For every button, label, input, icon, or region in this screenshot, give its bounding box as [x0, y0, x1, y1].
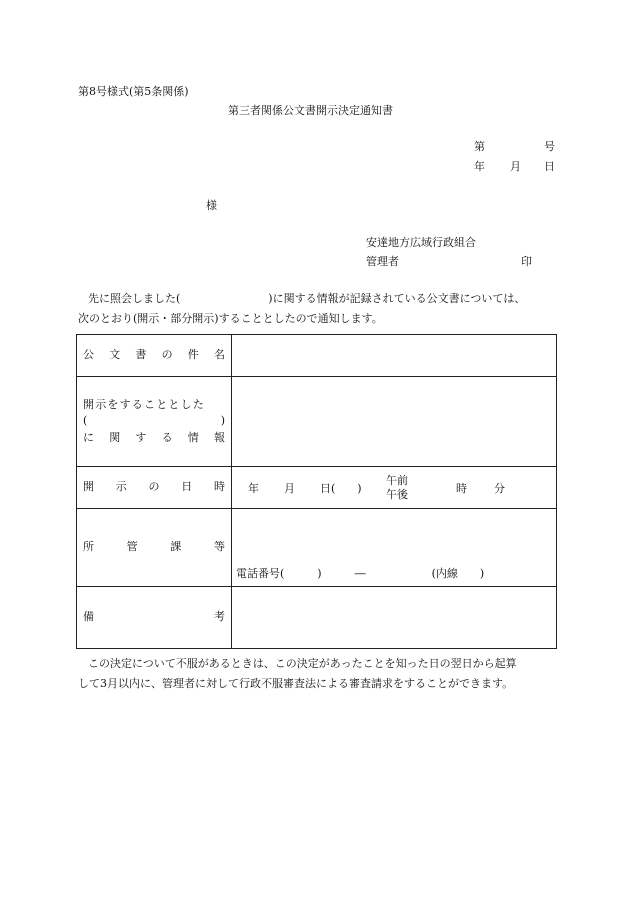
label-department: 所 管 課 等: [77, 509, 232, 587]
value-disclosed-info[interactable]: [232, 377, 557, 467]
issuer-seal-mark: 印: [521, 255, 532, 268]
value-department[interactable]: [232, 509, 557, 587]
label-disclosed-info: 開示をすることとした ( ) に 関 す る 情 報: [77, 377, 232, 467]
footer-line-2: して3月以内に、管理者に対して行政不服審査法による審査請求をすることができます。: [78, 677, 514, 690]
value-disclosure-datetime[interactable]: [232, 467, 557, 509]
value-remarks[interactable]: [232, 587, 557, 649]
date-month: 月: [510, 160, 521, 173]
table-row: [77, 377, 557, 467]
value-document-title[interactable]: [232, 335, 557, 377]
table-row: [77, 509, 557, 587]
date-year: 年: [474, 160, 485, 173]
ref-go: 号: [544, 140, 555, 153]
addressee-honorific: 様: [206, 199, 217, 212]
table-row: [77, 587, 557, 649]
disclosure-table: [76, 334, 557, 649]
issuer-organization: 安達地方広域行政組合: [366, 236, 476, 249]
dt-am-pm: 午前 午後: [386, 473, 408, 501]
dt-year: 年: [248, 481, 259, 495]
dt-hour: 時: [456, 481, 467, 495]
ref-dai: 第: [474, 140, 485, 153]
phone-number-line: 電話番号( ) ― (内線 ): [236, 567, 485, 580]
issuer-manager: 管理者: [366, 255, 399, 268]
label-document-title: 公 文 書 の 件 名: [77, 335, 232, 377]
dt-month: 月: [284, 481, 295, 495]
dt-day: 日( ): [320, 481, 362, 495]
body-line-2: 次のとおり(開示・部分開示)することとしたので通知します。: [78, 312, 383, 325]
table-row: [77, 467, 557, 509]
document-title: 第三者関係公文書開示決定通知書: [228, 104, 393, 117]
footer-line-1: この決定について不服があるときは、この決定があったことを知った日の翌日から起算: [88, 657, 517, 670]
form-number: 第8号様式(第5条関係): [78, 85, 189, 98]
body-line-1: 先に照会しました( )に関する情報が記録されている公文書については、: [88, 292, 526, 305]
label-remarks: 備 考: [77, 587, 232, 649]
label-disclosure-datetime: 開 示 の 日 時: [77, 467, 232, 509]
table-row: [77, 335, 557, 377]
dt-minute: 分: [494, 481, 505, 495]
date-day: 日: [544, 160, 555, 173]
